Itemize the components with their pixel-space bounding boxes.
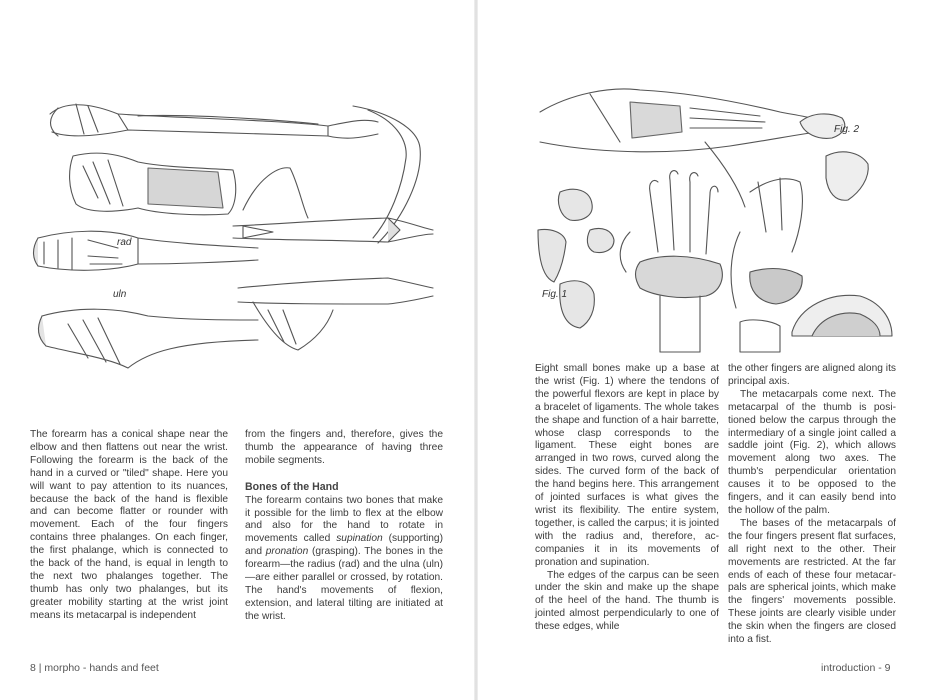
right-page-footer: introduction - 9 — [821, 662, 891, 674]
right-page-column-2 — [728, 363, 896, 647]
left-col2-paragraph-cont: from the fingers and, therefore, gives the thumb the appearance of having three mobile segments. — [245, 429, 443, 466]
right-col2-paragraph-1: the other fingers are aligned along its principal axis. — [728, 363, 896, 387]
forearm-bones-illustration — [28, 88, 448, 378]
left-page-column-2 — [245, 429, 443, 624]
right-page-column-1 — [535, 363, 719, 634]
figure-label-fig-2: Fig. 2 — [834, 124, 860, 135]
figure-label-rad: rad — [117, 237, 132, 248]
section-heading-bones-of-hand: Bones of the Hand — [245, 480, 339, 493]
right-col2-paragraph-3: The bases of the metacarpals of the four fingers present flat surfaces, all right next to the other. Their movements are restricted. At the far ends of each of these four metacarpals are spherical joints, which make the fingers' movements possible. These joints are clearly visible under the skin when the fingers are closed into a fist. — [728, 517, 896, 646]
figure-label-fig-1: Fig. 1 — [542, 289, 568, 300]
left-page — [0, 0, 474, 700]
left-page-column-1 — [30, 429, 228, 623]
left-col1-paragraph: The forearm has a conical shape near the elbow and then flattens out near the wrist. Following the forearm is the back of the hand in a curved or "tiled" shape. Here you will want to pay attention to its nuances, because the back of the hand is flexible and can become flatter or rounder with movement. Each of the four fingers contains three phalanges. On each finger, the first phalange, which is connected to the back of the hand, is equal in length to the next two phalanges together. The thumb has only two phalanges, but its greater mobility starting at the wrist joint means its metacarpal is independent — [30, 429, 228, 621]
right-col2-paragraph-2: The metacarpals come next. The metacarpal of the thumb is positioned below the carpus through the intermediary of a single joint called a saddle joint (Fig. 2), which allows movement along two axes. The thumb's perpendicular orientation causes it to be opposed to the fingers, and it can easily bend into the hollow of the palm. — [728, 388, 896, 516]
right-col1-paragraph-1: Eight small bones make up a base at the wrist (Fig. 1) where the tendons of the powerful flexors are kept in place by a bracelet of ligaments. The whole takes the shape and function of a hair barrette, whose clasp corresponds to the ligament. These eight bones are arranged in two rows, curved along the sides. The curved form of the back of the hand begins here. This arrangement of jointed surfaces is what gives the wrist its flexibility. The entire system, together, is called the carpus; it is jointed with the radius and, therefore, accompanies it in its movements of pronation and supination. — [535, 363, 719, 568]
right-page — [478, 0, 952, 700]
left-col2-paragraph-2: The forearm contains two bones that make it possible for the limb to flex at the elbow and also for the hand to rotate in movements called supination (supporting) and pronation (grasping). The bones in the forearm—the radius (rad) and the ulna (uln)—are either parallel or crossed, by rotation. The hand's movements of flexion, extension, and lateral tilting are initiated at the wrist. — [245, 494, 443, 622]
right-col1-paragraph-2: The edges of the carpus can be seen under the skin and make up the shape of the heel of the hand. The thumb is jointed almost perpendicularly to one of these edges, while — [535, 569, 719, 633]
forearm-sketch-icon — [28, 88, 448, 378]
figure-label-uln: uln — [113, 289, 127, 300]
left-page-footer: 8 | morpho - hands and feet — [30, 662, 159, 674]
